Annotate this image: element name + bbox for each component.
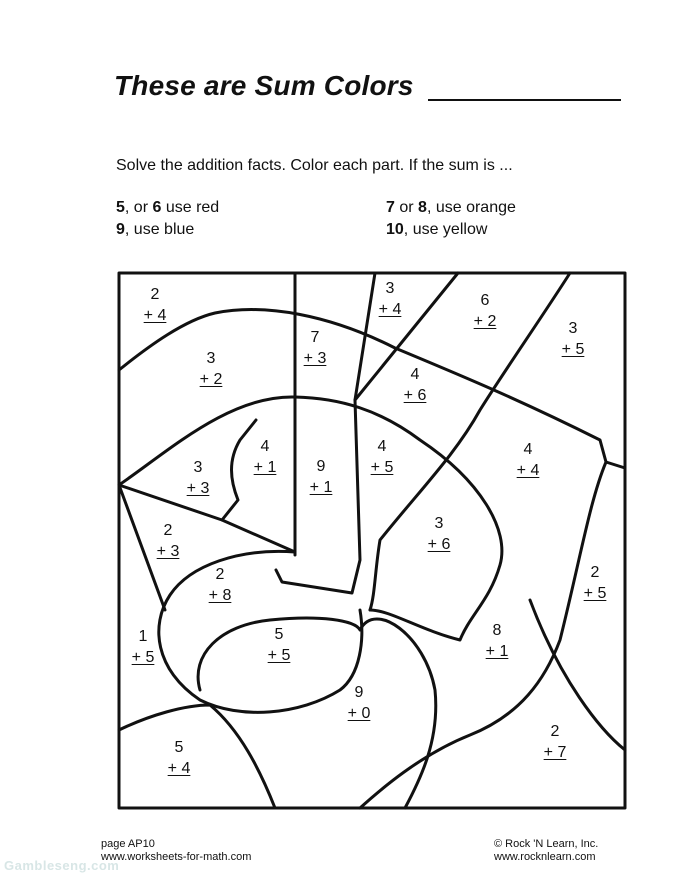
legend-blue: 9, use blue bbox=[116, 221, 195, 238]
addition-problem: 9 + 0 bbox=[347, 684, 371, 722]
addition-problem: 1 + 5 bbox=[131, 628, 155, 666]
addition-problem: 8 + 1 bbox=[485, 622, 509, 660]
footer-left: page AP10 www.worksheets-for-math.com bbox=[101, 838, 252, 863]
addition-problem: 5 + 5 bbox=[267, 626, 291, 664]
addition-problem: 5 + 4 bbox=[167, 739, 191, 777]
legend-red: 5, or 6 use red bbox=[116, 199, 220, 216]
addition-problem: 6 + 2 bbox=[473, 292, 497, 330]
addition-problem: 4 + 1 bbox=[253, 438, 277, 476]
page-title: These are Sum Colors bbox=[114, 70, 414, 101]
addition-problem: 2 + 3 bbox=[156, 522, 180, 560]
addition-problem: 2 + 4 bbox=[143, 286, 167, 324]
addition-problem: 3 + 2 bbox=[199, 350, 223, 388]
addition-problem: 3 + 3 bbox=[186, 459, 210, 497]
addition-problem: 4 + 4 bbox=[516, 441, 540, 479]
addition-problem: 3 + 6 bbox=[427, 515, 451, 553]
watermark: Gambleseng.com bbox=[4, 858, 120, 873]
footer-right: © Rock 'N Learn, Inc. www.rocknlearn.com bbox=[494, 838, 599, 863]
addition-problem: 7 + 3 bbox=[303, 329, 327, 367]
instructions: Solve the addition facts. Color each part. If the sum is ... bbox=[116, 157, 513, 174]
addition-problem: 9 + 1 bbox=[309, 458, 333, 496]
addition-problem: 4 + 6 bbox=[403, 366, 427, 404]
addition-problem: 2 + 7 bbox=[543, 723, 567, 761]
addition-problem: 3 + 5 bbox=[561, 320, 585, 358]
legend-orange: 7 or 8, use orange bbox=[386, 199, 516, 216]
addition-problem: 2 + 8 bbox=[208, 566, 232, 604]
legend-yellow: 10, use yellow bbox=[386, 221, 488, 238]
region-line bbox=[222, 520, 295, 552]
addition-problem: 3 + 4 bbox=[378, 280, 402, 318]
addition-problem: 2 + 5 bbox=[583, 564, 607, 602]
addition-problem: 4 + 5 bbox=[370, 438, 394, 476]
region-line bbox=[198, 618, 436, 808]
